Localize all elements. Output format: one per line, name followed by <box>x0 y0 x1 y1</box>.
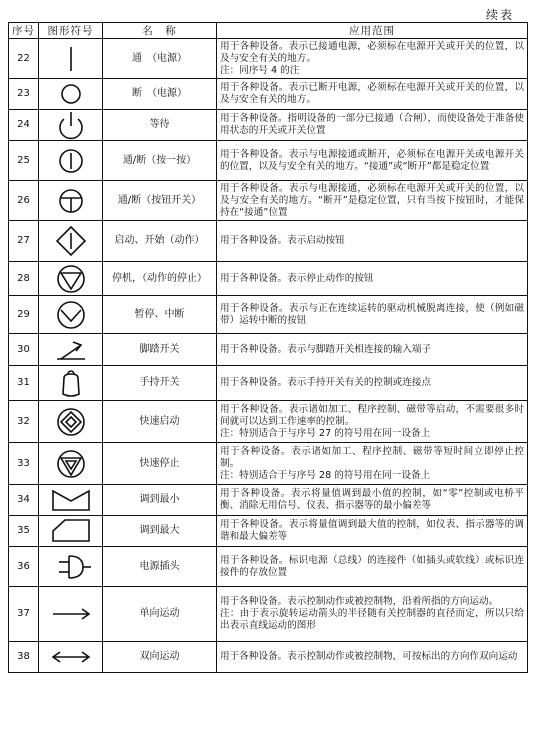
row-name: 通/断（按钮开关） <box>103 181 217 221</box>
row-usage: 用于各种设备。表示与电源接通，必须标在电源开关或开关的位置，以及与安全有关的地方。“断开”是稳定位置，只有当按下按钮时，才能保持在“接通”位置 <box>217 181 528 221</box>
adjust-max-icon <box>39 516 102 546</box>
row-usage: 用于各种设备。表示启动按钮 <box>217 221 528 262</box>
row-usage: 用于各种设备。指明设备的一部分已接通（合闸），而使设备处于准备使用状态的开关或开关位置 <box>217 110 528 141</box>
row-usage: 用于各种设备。表示将量值调到最大值的控制，如仪表、指示器等的调谐和最大偏差等 <box>217 516 528 547</box>
table-row <box>9 587 528 642</box>
header-usage: 应用范围 <box>217 23 528 39</box>
row-num: 36 <box>9 547 39 587</box>
symbol-table <box>8 22 528 673</box>
on-off-pushbutton-icon <box>39 186 102 216</box>
start-icon <box>39 226 102 256</box>
row-symbol <box>39 39 103 79</box>
row-name: 快速启动 <box>103 401 217 443</box>
row-num: 26 <box>9 181 39 221</box>
row-name: 暂停、中断 <box>103 296 217 334</box>
table-row <box>9 39 528 79</box>
row-num: 24 <box>9 110 39 141</box>
row-symbol <box>39 485 103 516</box>
row-usage: 用于各种设备。标识电源（总线）的连接件（如插头或软线）或标识连接件的存放位置 <box>217 547 528 587</box>
row-name: 停机，（动作的停止） <box>103 262 217 296</box>
row-num: 31 <box>9 366 39 401</box>
continued-label: 续表 <box>485 8 514 22</box>
row-usage: 用于各种设备。表示诸如加工、程序控制、磁带等启动，不需要很多时间就可以达到工作速率的控制。 注：特别适合于与序号 27 的符号用在同一设备上 <box>217 401 528 443</box>
row-symbol <box>39 587 103 642</box>
table-row <box>9 181 528 221</box>
table-row <box>9 485 528 516</box>
row-name: 手持开关 <box>103 366 217 401</box>
row-name: 快速停止 <box>103 443 217 485</box>
row-name: 双向运动 <box>103 642 217 673</box>
row-num: 28 <box>9 262 39 296</box>
row-num: 32 <box>9 401 39 443</box>
row-name: 调到最小 <box>103 485 217 516</box>
table-row <box>9 366 528 401</box>
row-name: 电源插头 <box>103 547 217 587</box>
row-num: 35 <box>9 516 39 547</box>
row-usage: 用于各种设备。表示已断开电源，必须标在电源开关或开关的位置，以及与安全有关的地方。 <box>217 79 528 110</box>
row-usage: 用于各种设备。表示停止动作的按钮 <box>217 262 528 296</box>
row-num: 33 <box>9 443 39 485</box>
row-usage: 用于各种设备。表示控制动作或被控制物，可按标出的方向作双向运动 <box>217 642 528 673</box>
stop-icon <box>39 264 102 294</box>
row-usage: 用于各种设备。表示手持开关有关的控制或连接点 <box>217 366 528 401</box>
row-num: 29 <box>9 296 39 334</box>
row-symbol <box>39 366 103 401</box>
foot-switch-icon <box>39 335 102 365</box>
row-name: 调到最大 <box>103 516 217 547</box>
row-name: 通 （电源） <box>103 39 217 79</box>
row-num: 27 <box>9 221 39 262</box>
row-num: 23 <box>9 79 39 110</box>
row-symbol <box>39 401 103 443</box>
table-row <box>9 296 528 334</box>
table-row <box>9 547 528 587</box>
row-usage: 用于各种设备。表示诸如加工、程序控制、磁带等短时间立即停止控制。 注：特别适合于与序号 28 的符号用在同一设备上 <box>217 443 528 485</box>
two-way-arrow-icon <box>39 642 102 672</box>
standby-icon <box>39 110 102 140</box>
row-name: 启动、开始（动作） <box>103 221 217 262</box>
circle-icon <box>39 79 102 109</box>
table-row <box>9 443 528 485</box>
row-symbol <box>39 221 103 262</box>
row-symbol <box>39 296 103 334</box>
table-row <box>9 642 528 673</box>
on-off-push-icon <box>39 146 102 176</box>
row-name: 通/断（按一按） <box>103 141 217 181</box>
quick-start-icon <box>39 407 102 437</box>
row-num: 38 <box>9 642 39 673</box>
row-name: 断 （电源） <box>103 79 217 110</box>
pause-icon <box>39 300 102 330</box>
row-num: 30 <box>9 334 39 366</box>
row-symbol <box>39 262 103 296</box>
table-row <box>9 516 528 547</box>
table-row <box>9 141 528 181</box>
row-usage: 用于各种设备。表示与电源接通或断开，必须标在电源开关或电源开关的位置，以及与安全有关的地方。“接通”或“断开”都是稳定位置 <box>217 141 528 181</box>
table-row <box>9 110 528 141</box>
quick-stop-icon <box>39 449 102 479</box>
table-row <box>9 221 528 262</box>
row-symbol <box>39 334 103 366</box>
adjust-min-icon <box>39 485 102 515</box>
row-num: 37 <box>9 587 39 642</box>
table-row <box>9 401 528 443</box>
row-num: 22 <box>9 39 39 79</box>
vertical-line-icon <box>39 44 102 74</box>
row-symbol <box>39 642 103 673</box>
row-symbol <box>39 181 103 221</box>
row-symbol <box>39 516 103 547</box>
row-symbol <box>39 79 103 110</box>
header-symbol: 图形符号 <box>39 23 103 39</box>
row-num: 34 <box>9 485 39 516</box>
row-num: 25 <box>9 141 39 181</box>
one-way-arrow-icon <box>39 599 102 629</box>
header-num: 序号 <box>9 23 39 39</box>
row-name: 单向运动 <box>103 587 217 642</box>
row-usage: 用于各种设备。表示与脚踏开关相连接的输入端子 <box>217 334 528 366</box>
row-usage: 用于各种设备。表示控制动作或被控制物，沿着所指的方向运动。 注：由于表示旋转运动箭头的半径随有关控制器的直径而定，所以只给出表示直线运动的图形 <box>217 587 528 642</box>
table-row <box>9 334 528 366</box>
table-row <box>9 79 528 110</box>
row-usage: 用于各种设备。表示已接通电源，必须标在电源开关或开关的位置，以及与安全有关的地方。 注：同序号 4 的注 <box>217 39 528 79</box>
row-symbol <box>39 110 103 141</box>
row-symbol <box>39 141 103 181</box>
table-row <box>9 262 528 296</box>
row-usage: 用于各种设备。表示将量值调到最小值的控制，如“零”控制或电桥平衡、消除无用信号、仪表、指示器等的最小偏差等 <box>217 485 528 516</box>
header-name: 名 称 <box>103 23 217 39</box>
power-plug-icon <box>39 552 102 582</box>
row-name: 脚踏开关 <box>103 334 217 366</box>
row-symbol <box>39 547 103 587</box>
row-usage: 用于各种设备。表示与正在连续运转的驱动机械脱离连接，使（例如磁带）运转中断的按钮 <box>217 296 528 334</box>
row-symbol <box>39 443 103 485</box>
hand-switch-icon <box>39 368 102 398</box>
table-header-row <box>9 23 528 39</box>
row-name: 等待 <box>103 110 217 141</box>
